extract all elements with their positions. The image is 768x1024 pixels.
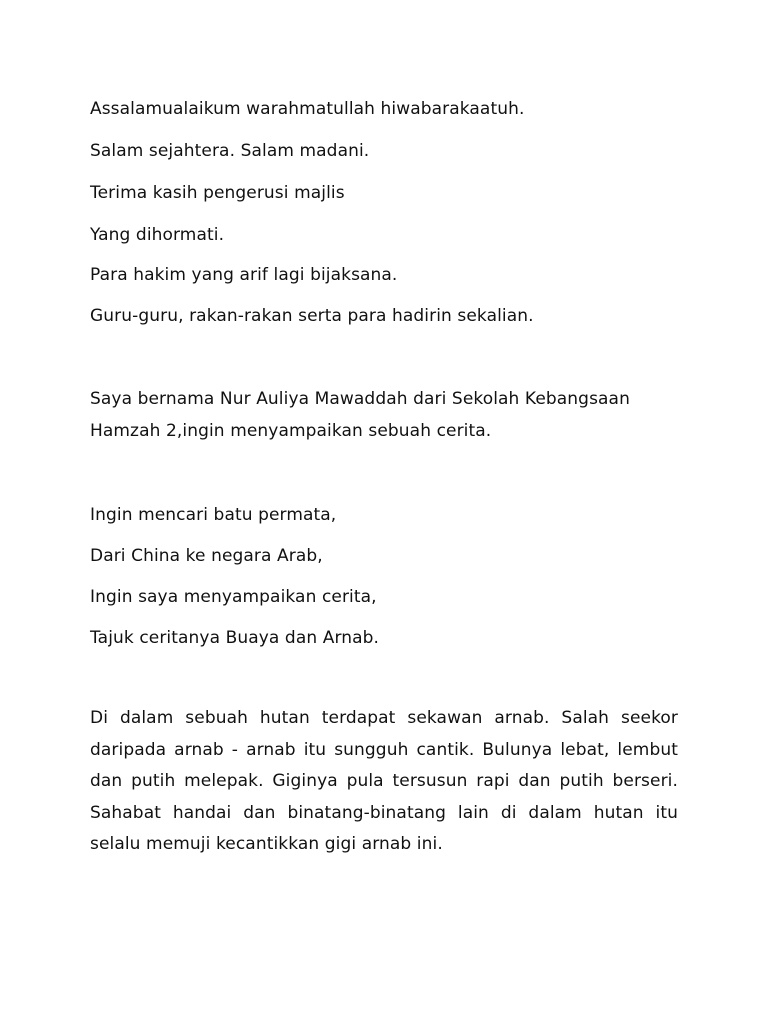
pantun-line-1: Ingin mencari batu permata, bbox=[90, 505, 337, 525]
introduction-line-2: Hamzah 2,ingin menyampaikan sebuah cerita. bbox=[90, 421, 492, 441]
story-paragraph: Di dalam sebuah hutan terdapat sekawan arnab. Salah seekor daripada arnab - arnab itu sungguh cantik. Bulunya lebat, lembut dan putih melepak. Giginya pula tersusun rapi dan putih berseri. Sahabat handai dan binatang-binatang lain di dalam hutan itu selalu memuji kecantikkan gigi arnab ini. bbox=[90, 708, 678, 854]
greeting-line-3: Terima kasih pengerusi majlis bbox=[90, 183, 345, 203]
introduction-line-1: Saya bernama Nur Auliya Mawaddah dari Sekolah Kebangsaan bbox=[90, 389, 630, 409]
greeting-line-6: Guru-guru, rakan-rakan serta para hadirin sekalian. bbox=[90, 306, 534, 326]
greeting-line-4: Yang dihormati. bbox=[90, 225, 225, 245]
pantun-line-4: Tajuk ceritanya Buaya dan Arnab. bbox=[90, 628, 380, 648]
greeting-line-2: Salam sejahtera. Salam madani. bbox=[90, 141, 370, 161]
greeting-line-1: Assalamualaikum warahmatullah hiwabarakaatuh. bbox=[90, 99, 525, 119]
greeting-line-5: Para hakim yang arif lagi bijaksana. bbox=[90, 265, 398, 285]
pantun-line-2: Dari China ke negara Arab, bbox=[90, 546, 323, 566]
pantun-line-3: Ingin saya menyampaikan cerita, bbox=[90, 587, 377, 607]
